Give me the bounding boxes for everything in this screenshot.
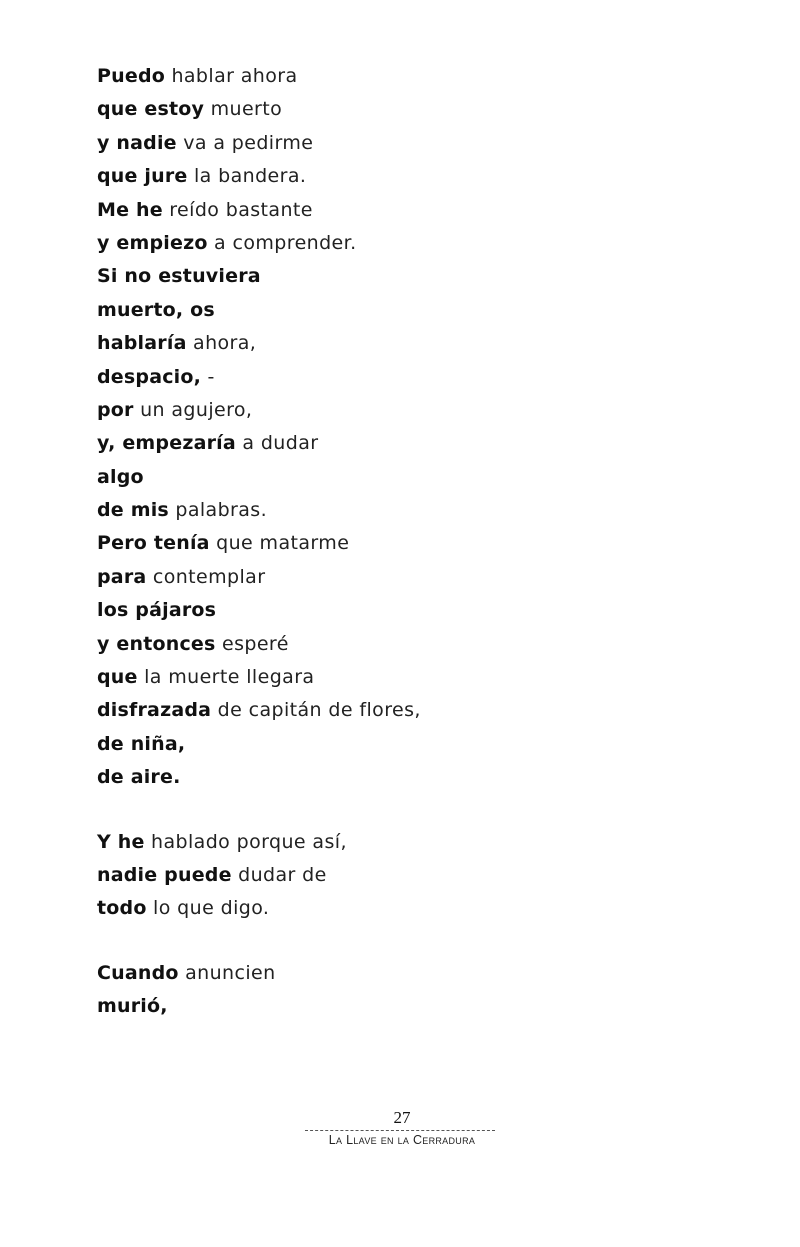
poem-line [97, 93, 697, 126]
poem-line [97, 527, 697, 560]
poem-line [97, 461, 697, 494]
poem-line-bold-part: que [97, 666, 138, 689]
poem-line-regular-part: lo que digo. [146, 897, 270, 920]
poem-line [97, 957, 697, 990]
poem-line [97, 327, 697, 360]
poem-stanza [97, 60, 697, 795]
poem-line-bold-part: Pero tenía [97, 532, 210, 555]
poem-line-bold-part: murió, [97, 995, 168, 1018]
poem-line-bold-part: Y he [97, 830, 145, 853]
poem-line [97, 661, 697, 694]
poem-line-regular-part: ahora, [186, 332, 257, 355]
poem-line-regular-part: contemplar [146, 565, 266, 588]
poem-line-bold-part: nadie puede [97, 863, 232, 886]
poem-line [97, 160, 697, 193]
poem-line [97, 260, 697, 293]
poem-line [97, 761, 697, 794]
poem-line-bold-part: y entonces [97, 632, 216, 655]
poem-line-regular-part: de capitán de flores, [211, 699, 421, 722]
poem-line-bold-part: que jure [97, 165, 188, 188]
poem-line [97, 826, 697, 859]
poem-line [97, 361, 697, 394]
poem-line-bold-part: hablaría [97, 332, 187, 355]
poem-line-bold-part: Si no estuviera [97, 265, 261, 288]
poem-line-bold-part: de aire. [97, 766, 181, 789]
poem-line [97, 561, 697, 594]
page-footer [0, 1108, 800, 1149]
poem-line [97, 494, 697, 527]
poem-line [97, 594, 697, 627]
poem-line [97, 127, 697, 160]
poem-line-bold-part: y empiezo [97, 231, 208, 254]
poem-line-regular-part: un agujero, [133, 398, 253, 421]
poem-line-bold-part: de mis [97, 499, 169, 522]
poem-line-regular-part: dudar de [231, 863, 327, 886]
book-title: La Llave en la Cerradura [328, 1133, 476, 1147]
poem-body [97, 60, 697, 1055]
poem-line-bold-part: algo [97, 465, 144, 488]
poem-line-bold-part: por [97, 398, 134, 421]
poem-line-bold-part: todo [97, 897, 147, 920]
poem-line-regular-part: a dudar [235, 432, 319, 455]
poem-line [97, 227, 697, 260]
poem-line-regular-part: que matarme [209, 532, 350, 555]
poem-line-regular-part: va a pedirme [176, 131, 314, 154]
poem-line-bold-part: y nadie [97, 131, 177, 154]
poem-line [97, 294, 697, 327]
poem-line [97, 728, 697, 761]
poem-line-bold-part: Puedo [97, 65, 165, 87]
poem-line [97, 194, 697, 227]
poem-line [97, 628, 697, 661]
poem-line [97, 892, 697, 925]
poem-line-regular-part: hablado porque así, [144, 830, 347, 853]
poem-stanza [97, 826, 697, 926]
poem-line-regular-part: muerto [204, 98, 283, 121]
poem-line-regular-part: hablar ahora [165, 65, 298, 87]
poem-line [97, 60, 697, 93]
poem-line-bold-part: de niña, [97, 732, 186, 755]
poem-line-bold-part: que estoy [97, 98, 205, 121]
poem-line-bold-part: disfrazada [97, 699, 212, 722]
poem-line-bold-part: muerto, os [97, 298, 215, 321]
poem-line-regular-part: reído bastante [162, 198, 313, 221]
poem-line-bold-part: Me he [97, 198, 163, 221]
poem-line [97, 427, 697, 460]
poem-line-bold-part: y, empezaría [97, 432, 236, 455]
poem-line-regular-part: la bandera. [187, 165, 307, 188]
poem-line-regular-part: a comprender. [207, 231, 357, 254]
poem-line [97, 990, 697, 1023]
poem-line-bold-part: los pájaros [97, 599, 217, 622]
page-number: 27 [393, 1108, 411, 1127]
poem-line-regular-part: palabras. [168, 499, 268, 522]
poem-line-bold-part: para [97, 565, 147, 588]
poem-stanza [97, 957, 697, 1024]
poem-line-bold-part: Cuando [97, 961, 179, 984]
poem-line [97, 694, 697, 727]
poem-line-regular-part: anuncien [178, 961, 276, 984]
poem-line-bold-part: despacio, [97, 365, 202, 388]
poem-line-regular-part: - [201, 365, 215, 388]
poem-line-regular-part: la muerte llegara [137, 666, 315, 689]
poem-line [97, 394, 697, 427]
poem-line [97, 859, 697, 892]
poem-line-regular-part: esperé [215, 632, 289, 655]
